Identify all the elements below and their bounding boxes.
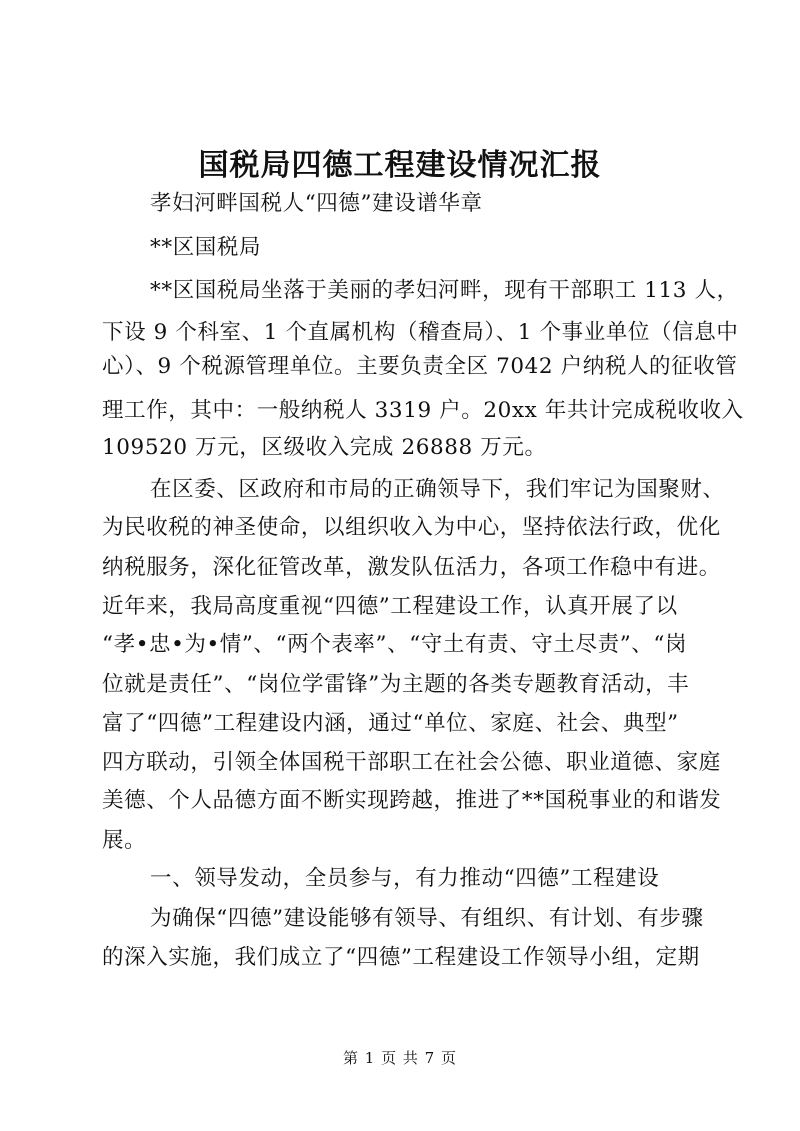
paragraph-2-line-7: 富了“四德”工程建设内涵，通过“单位、家庭、社会、典型” (102, 711, 679, 736)
paragraph-2-line-4: 近年来，我局高度重视“四德”工程建设工作，认真开展了以 (102, 594, 678, 619)
paragraph-2-line-9: 美德、个人品德方面不断实现跨越，推进了**国税事业的和谐发 (102, 788, 722, 813)
page-title: 国税局四德工程建设情况汇报 (198, 148, 602, 183)
paragraph-1-line-4: 理工作，其中：一般纳税人 3319 户。20xx 年共计完成税收收入 (102, 398, 744, 423)
paragraph-1-line-5: 109520 万元，区级收入完成 26888 万元。 (102, 435, 547, 460)
paragraph-2-line-1: 在区委、区政府和市局的正确领导下，我们牢记为国聚财、 (150, 477, 725, 502)
author: **区国税局 (150, 235, 262, 260)
paragraph-1-line-3: 心）、9 个税源管理单位。主要负责全区 7042 户纳税人的征收管 (102, 354, 738, 379)
paragraph-3-line-2: 的深入实施，我们成立了“四德”工程建设工作领导小组，定期 (102, 945, 700, 970)
paragraph-2-line-6: 位就是责任”、“岗位学雷锋”为主题的各类专题教育活动，丰 (102, 672, 690, 697)
paragraph-2-line-5: “孝•忠•为•情”、“两个表率”、“守土有责、守土尽责”、“岗 (102, 632, 688, 657)
paragraph-1-line-2: 下设 9 个科室、1 个直属机构（稽查局）、1 个事业单位（信息中 (102, 320, 739, 345)
subtitle: 孝妇河畔国税人“四德”建设谱华章 (150, 191, 483, 216)
paragraph-1-line-1: **区国税局坐落于美丽的孝妇河畔，现有干部职工 113 人， (150, 278, 739, 303)
page-number-footer: 第 1 页 共 7 页 (343, 1049, 457, 1067)
section-heading-1: 一、领导发动，全员参与，有力推动“四德”工程建设 (150, 866, 660, 891)
paragraph-2-line-8: 四方联动，引领全体国税干部职工在社会公德、职业道德、家庭 (102, 750, 721, 775)
paragraph-2-line-2: 为民收税的神圣使命，以组织收入为中心，坚持依法行政，优化 (102, 515, 721, 540)
paragraph-3-line-1: 为确保“四德”建设能够有领导、有组织、有计划、有步骤 (150, 906, 704, 931)
paragraph-2-line-3: 纳税服务，深化征管改革，激发队伍活力，各项工作稳中有进。 (102, 555, 721, 580)
paragraph-2-line-10: 展。 (102, 828, 147, 853)
